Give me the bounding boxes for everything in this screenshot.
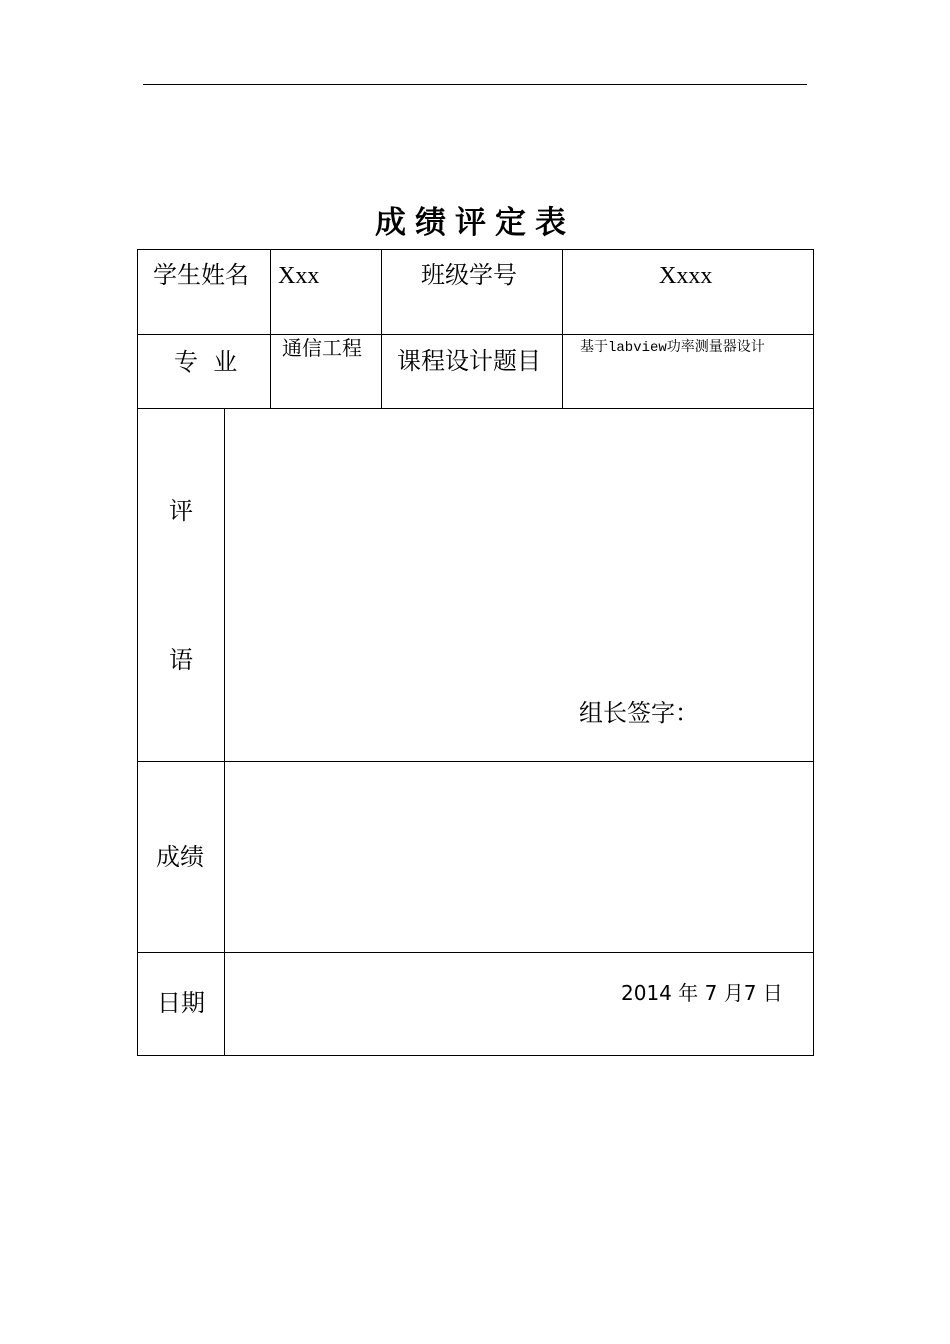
leader-signature-label: 组长签字： [579,699,699,727]
row-divider [137,952,814,953]
table-border-top [137,249,814,250]
column-divider [224,408,225,1056]
grade-label: 成绩 [156,843,204,871]
comment-label-char-1: 评 [169,497,193,525]
row-divider [137,408,814,409]
evaluation-form-table [137,249,814,1056]
page-title: 成绩评定表 [375,205,575,241]
table-border-left [137,249,138,1056]
major-label: 专 业 [174,348,238,376]
row-divider [137,761,814,762]
course-topic-value: 基于labview功率测量器设计 [580,340,765,356]
date-label: 日期 [157,989,205,1017]
student-name-label: 学生姓名 [153,261,249,289]
table-border-bottom [137,1055,814,1056]
comment-label-char-2: 语 [169,646,193,674]
student-name-value: Xxx [278,263,320,289]
column-divider [381,249,382,409]
date-value: 2014 年 7 月7 日 [621,981,783,1005]
major-value: 通信工程 [282,336,362,360]
column-divider [270,249,271,409]
class-id-value: Xxxx [659,263,713,289]
class-id-label: 班级学号 [421,261,517,289]
header-rule [143,84,807,85]
column-divider [562,249,563,409]
course-topic-label: 课程设计题目 [397,347,541,375]
row-divider [137,334,814,335]
table-border-right [813,249,814,1056]
